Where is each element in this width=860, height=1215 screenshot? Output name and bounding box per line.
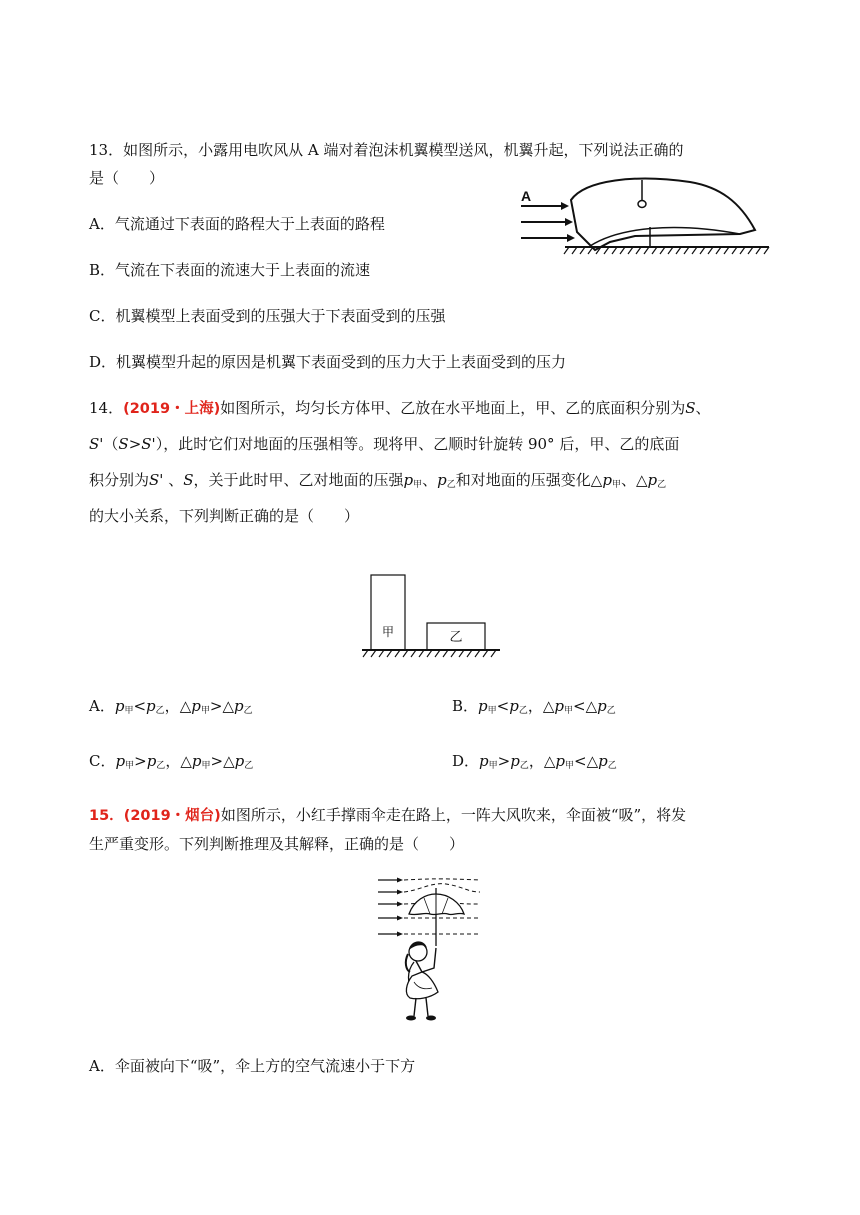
subscript-jia: 甲 [413,480,423,490]
subscript-jia: 甲 [611,480,621,490]
delta-sign: △ [222,697,234,715]
option-label: C． [89,752,116,770]
q13-stem-line1: 13．如图所示，小露用电吹风从 A 端对着泡沫机翼模型送风，机翼升起，下列说法正确的 [89,141,684,159]
q14-line3-b: 、 [163,471,184,489]
symbol-p: p [554,697,565,715]
figure-label-a: A [521,188,532,204]
symbol-p: p [191,752,202,770]
subscript-jia: 甲 [201,761,211,771]
symbol-p: p [437,471,447,489]
subscript-yi: 乙 [519,761,529,771]
q14-line2-open: （ [103,435,119,453]
symbol-p: p [510,752,520,770]
comma: ， [528,752,544,770]
subscript-yi: 乙 [446,480,456,490]
q13-option-c: C．机翼模型上表面受到的压强大于下表面受到的压强 [89,307,446,325]
option-label: A． [89,697,115,715]
symbol-p: p [146,697,156,715]
symbol-s-prime: S' [141,435,156,453]
symbol-p: p [115,752,126,770]
q15-source: (2019・烟台) [123,808,221,824]
q14-line1-text: 如图所示，均匀长方体甲、乙放在水平地面上，甲、乙的底面积分别为 [220,399,686,417]
q14-option-d [452,750,617,777]
subscript-jia: 甲 [488,761,498,771]
comma: ， [165,752,181,770]
symbol-p: p [403,471,414,489]
relation-sign: < [496,697,510,715]
wing-model-figure [515,172,775,262]
q14-option-c [89,750,253,777]
subscript-jia: 甲 [487,706,497,716]
symbol-s-prime: S' [149,471,164,489]
separator: 、 [695,399,711,417]
relation-sign: < [573,697,586,715]
q14-line3-a: 积分别为 [89,471,150,489]
subscript-yi: 乙 [657,480,667,490]
gt-sign: > [128,435,142,453]
symbol-s: S [183,471,194,489]
delta-sign: △ [635,471,648,489]
delta-sign: △ [542,697,555,715]
block-yi-label: 乙 [449,630,463,645]
symbol-p: p [479,752,489,770]
separator: 、 [422,471,438,489]
q15-stem-line2: 生严重变形。下列判断推理及其解释，正确的是（ ） [89,835,465,853]
q15-stem-line1 [89,804,686,827]
relation-sign: > [210,752,224,770]
symbol-p: p [598,752,608,770]
delta-sign: △ [586,752,599,770]
q14-stem-line2 [89,433,679,455]
symbol-p: p [555,752,566,770]
symbol-p: p [234,752,245,770]
subscript-yi: 乙 [606,706,616,716]
symbol-p: p [602,471,612,489]
subscript-yi: 乙 [244,761,254,771]
q15-number: 15． [89,808,124,824]
symbol-p: p [478,697,488,715]
relation-sign: < [133,697,147,715]
q13-option-a: A．气流通过下表面的路程大于上表面的路程 [89,215,385,233]
q13-stem-line2: 是（ ） [89,169,165,187]
umbrella-girl-figure [376,872,486,1024]
q15-line1-text: 如图所示，小红手撑雨伞走在路上，一阵大风吹来，伞面被“吸”，将发 [220,806,687,824]
symbol-p: p [509,697,519,715]
comma: ， [164,697,180,715]
q14-line3-d: 和对地面的压强变化△ [455,471,603,489]
q14-stem-line1 [89,397,711,420]
blocks-figure [360,572,505,662]
q15-option-a: A．伞面被向下“吸”，伞上方的空气流速小于下方 [89,1057,416,1075]
relation-sign: < [574,752,587,770]
symbol-p: p [647,471,658,489]
option-label: B． [452,697,479,715]
delta-sign: △ [180,752,192,770]
subscript-jia: 甲 [124,706,134,716]
symbol-s: S [118,435,129,453]
comma: ， [527,697,543,715]
q14-number: 14． [89,399,124,417]
symbol-s: S [685,399,696,417]
symbol-p: p [597,697,607,715]
symbol-p: p [146,752,157,770]
delta-sign: △ [179,697,192,715]
subscript-yi: 乙 [518,706,528,716]
q14-stem-line3 [89,469,666,496]
relation-sign: > [209,697,223,715]
q14-stem-line4: 的大小关系，下列判断正确的是（ ） [89,507,360,525]
q13-option-d: D．机翼模型升起的原因是机翼下表面受到的压力大于上表面受到的压力 [89,353,567,371]
symbol-p: p [191,697,201,715]
separator: 、 [620,471,636,489]
subscript-yi: 乙 [156,761,166,771]
delta-sign: △ [543,752,556,770]
q14-line3-c: ，关于此时甲、乙对地面的压强 [193,471,404,489]
symbol-s-prime: S' [89,435,104,453]
q13-option-b: B．气流在下表面的流速大于上表面的流速 [89,261,371,279]
subscript-jia: 甲 [565,761,575,771]
subscript-jia: 甲 [125,761,135,771]
subscript-jia: 甲 [564,706,574,716]
relation-sign: > [134,752,147,770]
q14-line2-text: ），此时它们对地面的压强相等。现将甲、乙顺时针旋转 90° 后，甲、乙的底面 [155,435,680,453]
subscript-yi: 乙 [155,706,165,716]
subscript-yi: 乙 [607,761,617,771]
q14-option-b [452,695,616,722]
relation-sign: > [497,752,511,770]
symbol-p: p [114,697,125,715]
q14-source: (2019・上海) [123,401,221,417]
delta-sign: △ [223,752,235,770]
delta-sign: △ [585,697,598,715]
block-jia-label: 甲 [381,625,395,639]
symbol-p: p [233,697,244,715]
subscript-yi: 乙 [243,706,253,716]
option-label: D． [452,752,480,770]
subscript-jia: 甲 [200,706,210,716]
q14-option-a [89,695,253,722]
